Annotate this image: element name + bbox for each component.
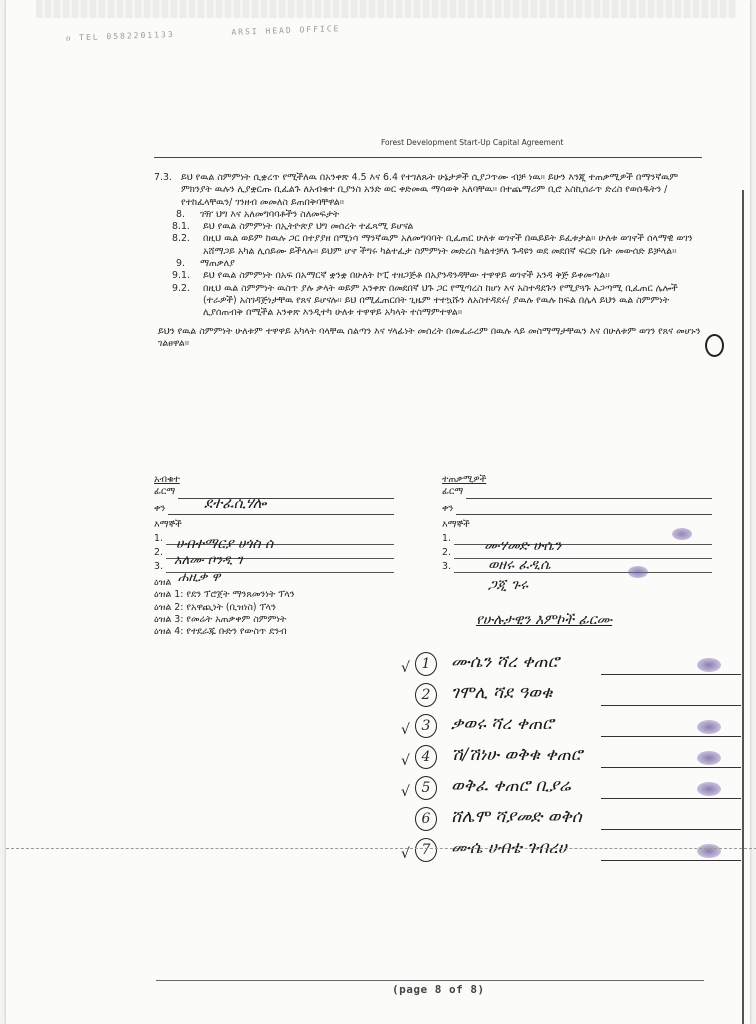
running-head: Forest Development Start-Up Capital Agreement [381, 138, 564, 147]
clause-number: 7.3. [154, 172, 172, 183]
annex-item: ዕዝል 4: የተደራጁ ቡድን የውስጥ ደንብ [154, 626, 287, 638]
ink-stamp [697, 844, 721, 858]
member-name: ሽ/ሽነሁ ወቅቁ ቀጠሮ [451, 745, 583, 765]
member-entry [401, 650, 751, 680]
signature-line [601, 705, 741, 706]
header-rule [154, 157, 702, 158]
member-number: 3 [415, 714, 437, 738]
fax-header [66, 22, 391, 43]
ink-stamp [628, 566, 648, 578]
member-number: 7 [415, 838, 437, 862]
beneficiary-witness-row: 1. [442, 531, 712, 545]
clause-8-2 [154, 233, 702, 258]
ink-stamp [697, 658, 721, 672]
member-name: ገሞሊ ሻደ ዓወቁ [451, 683, 553, 703]
member-entry [401, 681, 751, 711]
lender-witness-row: 1. [154, 531, 394, 545]
beneficiary-witness-label: እማኞች [442, 518, 470, 530]
beneficiary-title: ተጠቃሚዎች [442, 474, 487, 485]
clause-number: 9.1. [172, 270, 190, 282]
clause-number: 8.1. [172, 221, 190, 233]
scan-edge [742, 190, 750, 1024]
clause-7-3 [154, 172, 702, 209]
beneficiary-witness-row: 2. [442, 545, 712, 559]
check-mark-icon: √ [401, 753, 410, 769]
check-mark-icon: √ [401, 846, 410, 862]
member-number: 2 [415, 683, 437, 707]
clause-text: ይህ የዉል ስምምነት በአፍ በአማርኛ ቋንቋ በሁለት ኮፒ ተዘጋጅቶ በአያንዳንዳቸው ተዋዋይ ወገኖች አንዳ ቅጅ ይቀመጣል። [203, 270, 610, 282]
signature-line [601, 767, 741, 768]
beneficiary-sign-row [442, 486, 712, 498]
closing-statement: ይህን የዉል ስምምነት ሁለቱም ተዋዋይ አካላት ባላቸዉ ሰልጣን እና ሃላፊነት መሰረት በመፈራረም በዉሉ ላይ መስማማታቸዉን እና በሁለቱም ወገን የጸና መሆኑን ገልፀዋል። [158, 325, 701, 349]
check-mark-icon: √ [401, 784, 410, 800]
beneficiary-signature-block [442, 474, 712, 573]
member-number: 6 [415, 807, 437, 831]
annex-item: ዕዝል 2: የአዋጪነት (ቢዝነስ) ፕላን [154, 601, 276, 613]
annex-label: ዕዝል [154, 577, 172, 589]
member-number: 1 [415, 652, 437, 676]
clause-number: 9. [176, 258, 185, 270]
ink-stamp [672, 528, 692, 540]
beneficiary-sign-label: ፊርማ [442, 486, 464, 498]
clause-number: 9.2. [172, 282, 190, 294]
annex-item: ዕዝል 1: የደን ፕሮጀት ማንጸመንነት ፕላን [154, 589, 295, 601]
scan-artifact-strip [36, 0, 736, 18]
clause-text: ማጠቃለያ [200, 258, 235, 270]
member-entry [401, 836, 751, 866]
lender-date-row [154, 503, 394, 515]
clause-8 [154, 209, 702, 221]
fax-office: ARSI HEAD OFFICE [231, 24, 341, 37]
signature-line [601, 736, 741, 737]
lender-date-label: ቀን [154, 502, 166, 514]
lender-sign-row [154, 486, 394, 498]
lender-witness-row: 2. [154, 545, 394, 559]
clause-number: 8.2. [172, 233, 190, 245]
annex-list [154, 577, 394, 638]
fold-line [6, 848, 756, 849]
beneficiary-date-label: ቀን [442, 502, 454, 514]
beneficiary-witness-signature: ጋጂ ጉሩ [488, 577, 529, 593]
clause-text: ይህ የዉል ስምምነት ሲቋረጥ የሚችለዉ በአንቀጽ 4.5 እና 6.4 የተገለጹት ሁኔታዎች ሲያጋጥሙ ብቻ ነዉ። ይሁን እንጂ ተጠቃሚዎች በማንኛዉም ምክንያት ዉሉን ሊያቋርጡ ቢፈልጉ ለአብቁተ ቢያንስ አንድ ወር ቀድመዉ ማሳወቅ አለባቸዉ። በተጨማሪም ቢሮ አስኪሰራጥ ድረስ የወሰዱትን /የተከፈላቸዉን/ ገንዘብ መመለስ ይጠበቅባቸዋል። [181, 172, 679, 208]
ink-stamp [697, 720, 721, 734]
signature-line [601, 798, 741, 799]
lender-witness-label: እማኞች [154, 518, 182, 530]
clause-9-1 [154, 270, 702, 282]
beneficiary-witness-signature: ወዘሩ ፈዲሴ [488, 557, 551, 573]
lender-sign-label: ፊርማ [154, 486, 176, 498]
member-entry [401, 805, 751, 835]
clause-text: በዚህ ዉል ስምምነት ዉስጥ ያሉ ቃላት ወይም አንቀጽ በመደበኛ ህጉ ጋር የሚጣረስ ከሆነ እና አስተዳደጉን የሚያጓጉ አጋጣሚ ቢፈጠር ሌሎች (ተራዎች) አስገዳጅነታቸዉ የጸና ይሆናሉ። ይህ በሚፈጠርበት ጊዜም ተተኳሹን ለአስተዳደሩ/ ያዉሉ የዉሉ ክፍል በሌላ ይህን ዉል ስምምነት ሊያሰጠብቅ በሚችል አንቀጽ እንዲተካ ሁለቱ ተዋዋይ አካላት ተስማምተዋል። [203, 282, 678, 319]
signature-line [601, 860, 741, 861]
signature-line [601, 674, 741, 675]
member-name: ሙሴን ሻረ ቀጠሮ [451, 652, 560, 672]
lender-title: አብቁተ [154, 474, 180, 485]
lender-witness-row: 3. [154, 559, 394, 573]
annex-item: ዕዝል 3: የመሬት አጠቃቀም ስምምነት [154, 614, 287, 626]
lender-witness-signature: ሀብተማርያ ሀጎስ ሰ [176, 536, 274, 552]
member-name: ሸሌሞ ሻያመድ ወቅሰ [451, 807, 582, 827]
beneficiary-date-row [442, 503, 712, 515]
member-number: 5 [415, 776, 437, 800]
ink-stamp [697, 782, 721, 796]
circle-mark [705, 334, 724, 357]
beneficiary-witness-row: 3. [442, 559, 712, 573]
clause-text: ይህ የዉል ስምምነት በኢትዮጵያ ህግ መሰረት ተፈጻሚ ይሆናል [203, 221, 414, 233]
clause-number: 8. [176, 208, 185, 220]
footer-rule [156, 980, 704, 981]
clause-8-1 [154, 221, 702, 233]
fax-tel: ዐ TEL 0582201133 [65, 29, 175, 43]
clause-9 [154, 258, 702, 270]
lender-witness-signature: ሐዚቃ ዋ [178, 570, 221, 585]
document-page [6, 0, 750, 1024]
member-entry [401, 743, 751, 773]
signature-line [601, 829, 741, 830]
beneficiary-sign-note: የሁሉታዊን እምኮች ፊርሙ [476, 612, 613, 628]
lender-handwritten-signature: ደተፈሲሃሎ [204, 494, 267, 512]
clause-9-2 [154, 283, 702, 320]
clause-text: ገዥ ህግ እና አለመግባባቶችን ስለመፍታት [200, 208, 340, 220]
member-entry [401, 774, 751, 804]
member-name: ቃወሩ ሻረ ቀጠሮ [451, 714, 554, 734]
clauses-body [154, 172, 702, 350]
lender-witness-signature: አለሙ ቦንዲ ገ [174, 553, 243, 568]
member-name: ወቅፈ ቀጠሮ ቢያሬ [451, 776, 571, 796]
ink-stamp [697, 751, 721, 765]
member-entry [401, 712, 751, 742]
beneficiary-witness-signature: ሙሃመድ ሁሴን [484, 538, 562, 554]
member-number: 4 [415, 745, 437, 769]
page-number: (page 8 of 8) [392, 983, 485, 996]
check-mark-icon: √ [401, 660, 410, 676]
check-mark-icon: √ [401, 722, 410, 738]
member-name: ሙሴ ሀብቴ ገብረሀ [451, 838, 567, 858]
clause-text: በዚህ ዉል ወይም ከዉሉ ጋር በተያያዘ በሚነሳ ማንኛዉም አለመግባባት ቢፈጠር ሁለቱ ወገኖች በዉይይት ይፈቱታል። ሁለቱ ወገኖች ሰላማዊ ወገን አሸማጋይ አካል ሊሰይሙ ይችላሉ። ይህም ሆኖ ችግሩ ካልተፈታ ስምምነት መድረስ ካልተቻለ ጉዳዩን ወደ መደበኛ ፍርድ ቤት መውሰድ ይቻላል። [203, 233, 693, 257]
